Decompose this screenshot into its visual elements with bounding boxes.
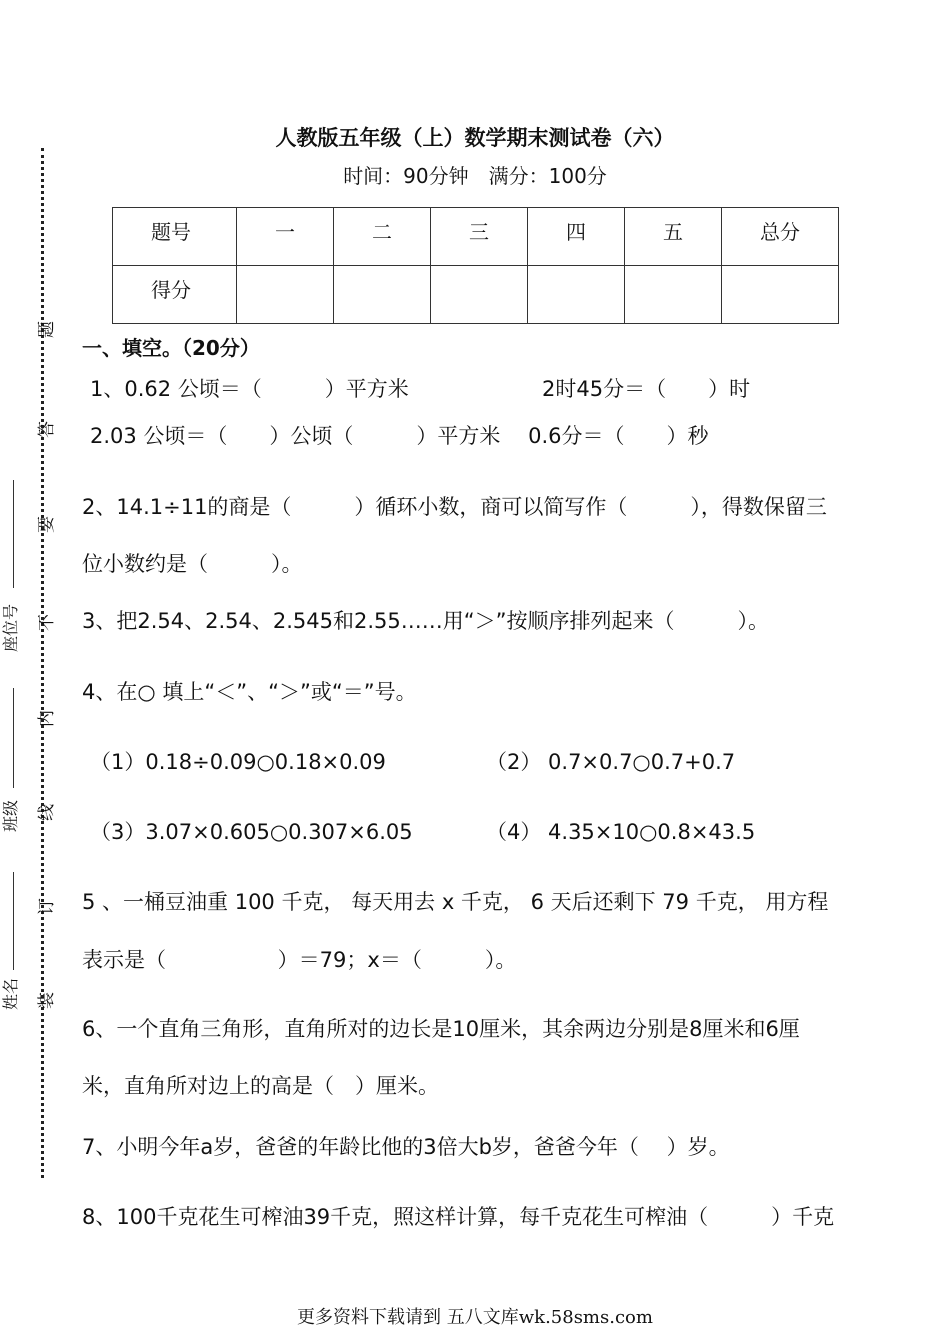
header-cell: 五	[625, 208, 722, 266]
exam-info: 时间：90分钟 满分：100分	[343, 164, 607, 188]
seal-char: 题	[37, 321, 57, 338]
score-cell[interactable]	[334, 266, 431, 324]
seal-char: 订	[37, 898, 57, 915]
question-2-line1: 2、14.1÷11的商是（ ）循环小数，商可以简写作（ ），得数保留三	[82, 495, 827, 519]
name-blank	[13, 872, 14, 970]
question-1c: 2.03 公顷＝（ ）公顷（ ）平方米 0.6分＝（ ）秒	[90, 424, 709, 448]
question-3: 3、把2.54、2.54、2.545和2.55……用“＞”按顺序排列起来（ ）。	[82, 609, 770, 633]
header-cell: 三	[431, 208, 528, 266]
seal-char: 不	[37, 614, 57, 631]
score-table	[112, 207, 839, 324]
question-4: 4、在○ 填上“＜”、“＞”或“＝”号。	[82, 680, 417, 704]
name-label: 姓名	[1, 977, 20, 1010]
table-row	[113, 208, 839, 266]
score-cell[interactable]	[528, 266, 625, 324]
header-cell: 二	[334, 208, 431, 266]
seal-char: 线	[37, 804, 57, 821]
question-4-2: （2） 0.7×0.7○0.7+0.7	[486, 750, 736, 774]
header-cell: 题号	[113, 208, 237, 266]
seat-number-blank	[13, 480, 14, 588]
question-8: 8、100千克花生可榨油39千克，照这样计算，每千克花生可榨油（ ）千克	[82, 1205, 835, 1229]
table-row	[113, 266, 839, 324]
section-heading: 一、填空。（20分）	[82, 336, 260, 360]
question-4-1: （1）0.18÷0.09○0.18×0.09	[90, 750, 386, 774]
class-blank	[13, 688, 14, 788]
question-1b: 2时45分＝（ ）时	[542, 377, 751, 401]
question-1a: 1、0.62 公顷＝（ ）平方米	[90, 377, 409, 401]
page-title: 人教版五年级（上）数学期末测试卷（六）	[275, 126, 675, 150]
seal-char: 要	[37, 516, 57, 533]
score-cell[interactable]	[722, 266, 839, 324]
header-cell: 四	[528, 208, 625, 266]
seal-char: 内	[37, 710, 57, 727]
question-4-4: （4） 4.35×10○0.8×43.5	[486, 820, 756, 844]
score-row-label: 得分	[113, 266, 237, 324]
binding-dotted-line	[41, 148, 44, 1178]
score-cell[interactable]	[237, 266, 334, 324]
question-7: 7、小明今年a岁，爸爸的年龄比他的3倍大b岁，爸爸今年（ ）岁。	[82, 1135, 730, 1159]
seal-char: 装	[37, 992, 57, 1009]
class-label: 班级	[1, 799, 20, 832]
question-5-line2: 表示是（ ）＝79；x＝（ ）。	[82, 948, 517, 972]
seat-number-label: 座位号	[1, 603, 20, 652]
footer-link[interactable]: 更多资料下载请到 五八文库wk.58sms.com	[297, 1307, 653, 1328]
question-4-3: （3）3.07×0.605○0.307×6.05	[90, 820, 413, 844]
header-cell: 一	[237, 208, 334, 266]
seal-char: 答	[37, 421, 57, 438]
question-6-line2: 米，直角所对边上的高是（ ）厘米。	[82, 1074, 439, 1098]
header-cell: 总分	[722, 208, 839, 266]
question-2-line2: 位小数约是（ ）。	[82, 552, 303, 576]
score-cell[interactable]	[431, 266, 528, 324]
question-5-line1: 5 、一桶豆油重 100 千克， 每天用去 x 千克， 6 天后还剩下 79 千克， 用方程	[82, 890, 829, 914]
score-cell[interactable]	[625, 266, 722, 324]
question-6-line1: 6、一个直角三角形，直角所对的边长是10厘米，其余两边分别是8厘米和6厘	[82, 1017, 800, 1041]
